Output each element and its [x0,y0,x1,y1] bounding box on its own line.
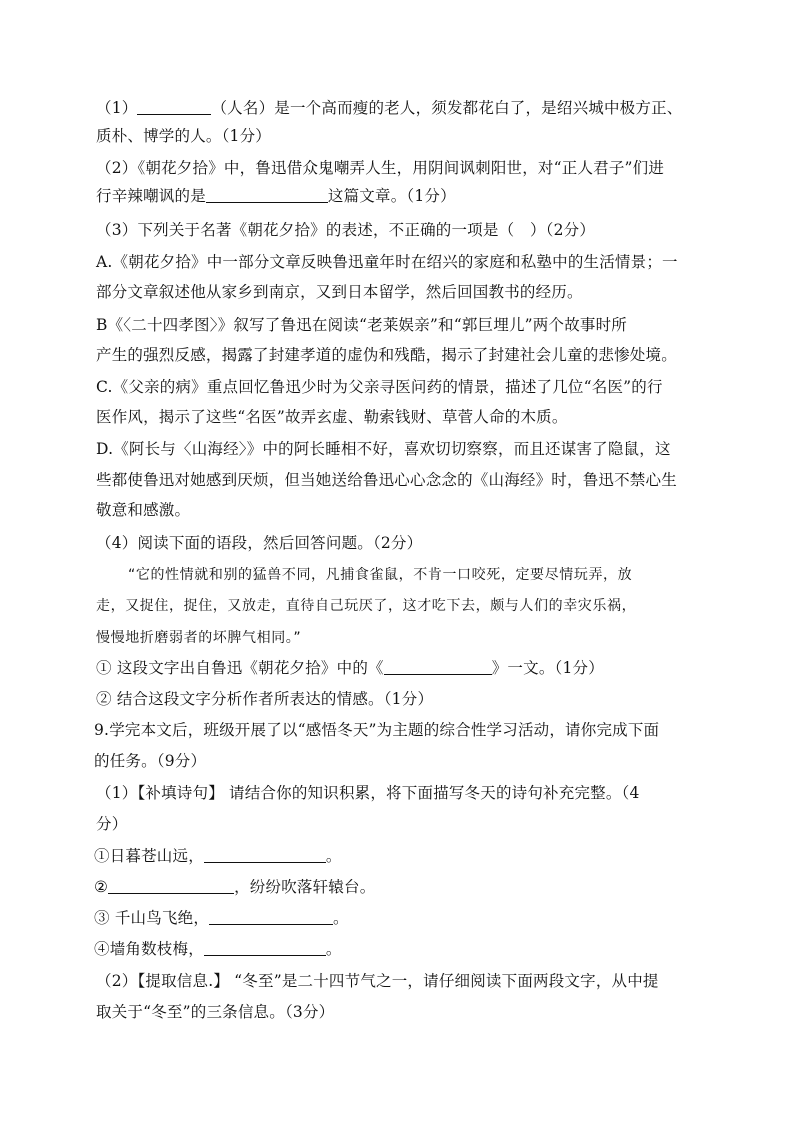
q8-1-text: （人名）是一个高而瘦的老人，须发都花白了，是绍兴城中极方正、 [211,99,683,117]
answer-blank-poem2[interactable] [108,877,234,894]
quote-line3: 慢慢地折磨弱者的坏脾气相同。” [96,630,302,646]
quote-line2: 走，又捉住，捉住，又放走，直待自己玩厌了，这才吃下去，颇与人们的幸灾乐祸， [96,598,637,614]
answer-blank-poem3[interactable] [209,908,333,925]
answer-blank-source[interactable] [384,658,492,675]
q8-4-sub2: ② 结合这段文字分析作者所表达的情感。（1分） [96,690,434,708]
option-d-line1: D.《阿长与〈山海经〉》中的阿长睡相不好，喜欢切切察察，而且还谋害了隐鼠，这 [96,440,671,458]
option-d-line3: 敬意和感激。 [96,501,191,519]
q9-intro-line2: 的任务。（9分） [94,752,207,770]
option-c-line1: C.《父亲的病》重点回忆鲁迅少时为父亲寻医问药的情景，描述了几位“名医”的行 [96,378,663,396]
q8-4-sub1: ① 这段文字出自鲁迅《朝花夕拾》中的《 》一文。（1分） [96,659,604,677]
answer-blank-name[interactable] [137,98,211,115]
q9-intro-line1: 9.学完本文后，班级开展了以“感悟冬天”为主题的综合性学习活动，请你完成下面 [94,721,660,739]
option-d-line2: 些都使鲁迅对她感到厌烦，但当她送给鲁迅心心念念的《山海经》时，鲁迅不禁心生 [96,471,677,489]
answer-blank-article[interactable] [206,186,328,203]
q8-1-line2: 质朴、博学的人。（1分） [96,127,272,145]
q8-3-stem: （3）下列关于名著《朝花夕拾》的表述，不正确的一项是（ ）（2分） [96,221,596,239]
q8-4-stem: （4）阅读下面的语段，然后回答问题。（2分） [96,534,423,552]
option-b-line1: B《〈二十四孝图〉》叙写了鲁迅在阅读“老莱娱亲”和“郭巨埋儿”两个故事时所 [96,316,627,334]
poem-line-4: ④墙角数枝梅， 。 [94,940,342,958]
option-a-line1: A.《朝花夕拾》中一部分文章反映鲁迅童年时在绍兴的家庭和私塾中的生活情景；一 [96,253,678,271]
option-a-line2: 部分文章叙述他从家乡到南京，又到日本留学，然后回国教书的经历。 [96,283,583,301]
q8-1-line1 [96,97,682,119]
q8-1-label: （1） [96,99,138,117]
poem-line-1: ①日暮苍山远， 。 [94,847,342,865]
q8-2-line2: 行辛辣嘲讽的是 这篇文章。（1分） [96,187,456,205]
answer-blank-poem4[interactable] [204,939,326,956]
q9-2-line1: （2）【提取信息.】 “冬至”是二十四节气之一，请仔细阅读下面两段文字，从中提 [96,972,659,990]
quote-line1: “它的性情就和别的猛兽不同，凡捕食雀鼠，不肯一口咬死，定要尽情玩弄，放 [128,567,633,583]
q8-2-line1: （2）《朝花夕拾》中，鲁迅借众鬼嘲弄人生，用阴间讽刺阳世，对“正人君子”们进 [96,159,665,177]
q9-1-line1: （1）【补填诗句】 请结合你的知识积累，将下面描写冬天的诗句补充完整。（4 [96,784,640,802]
poem-line-2: ② ，纷纷吹落轩辕台。 [94,878,376,896]
option-b-line2: 产生的强烈反感，揭露了封建孝道的虚伪和残酷，揭示了封建社会儿童的悲惨处境。 [96,346,677,364]
option-c-line2: 医作风，揭示了这些“名医”故弄玄虚、勒索钱财、草菅人命的木质。 [96,408,568,426]
poem-line-3: ③ 千山鸟飞绝， 。 [94,909,349,927]
q9-2-line2: 取关于“冬至”的三条信息。（3分） [96,1003,335,1021]
q9-1-line2: 分） [96,815,128,833]
answer-blank-poem1[interactable] [204,846,326,863]
